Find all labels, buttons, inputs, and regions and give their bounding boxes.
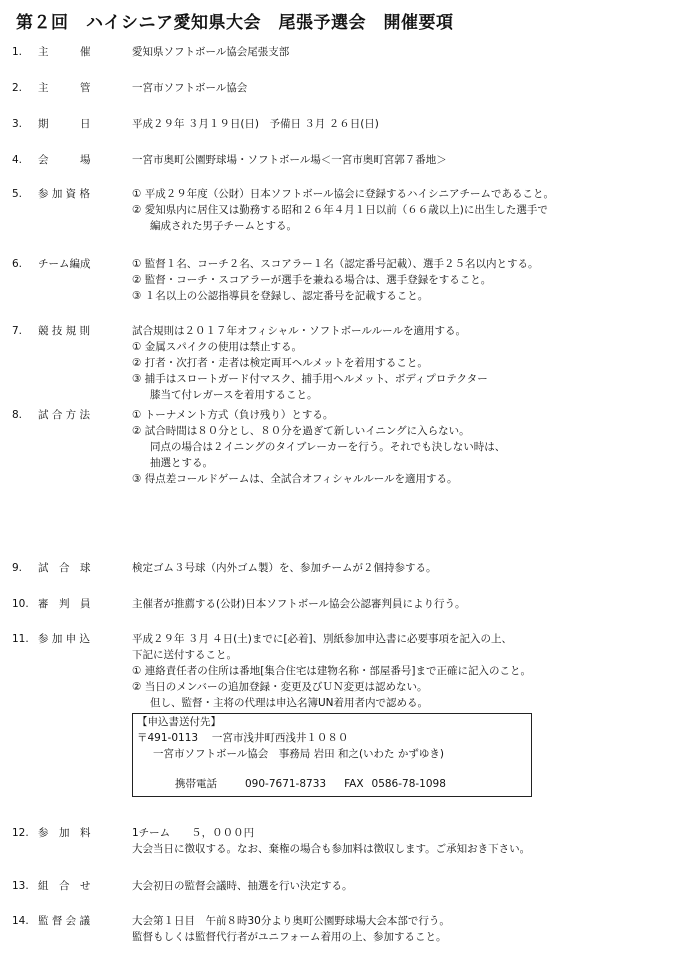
- item-label: 試 合 方 法: [38, 409, 91, 421]
- box-office: 一宮市ソフトボール協会 事務局 岩田 和之(いわた かずゆき): [153, 748, 444, 760]
- content-line: 1チーム ５，０００円: [132, 827, 255, 839]
- item-content: [132, 152, 694, 168]
- item-content: [132, 825, 694, 857]
- content-line: ① 平成２９年度（公財）日本ソフトボール協会に登録するハイシニアチームであること。: [132, 188, 555, 200]
- item-number: 10.: [12, 598, 29, 610]
- item-number: 6.: [12, 258, 23, 270]
- content-line: 抽選とする。: [150, 457, 213, 469]
- fax-number: 0586-78-1098: [371, 778, 446, 790]
- content-line: ② 当日のメンバーの追加登録・変更及びＵＮ変更は認めない。: [132, 681, 428, 693]
- content-line: 大会初日の監督会議時、抽選を行い決定する。: [132, 880, 353, 892]
- item-label: 参 加 資 格: [38, 188, 91, 200]
- item-label: 審 判 員: [38, 598, 91, 610]
- item-label: 会 場: [38, 154, 91, 166]
- content-line: ② 愛知県内に居住又は勤務する昭和２６年４月１日以前（６６歳以上)に出生した選手で: [132, 204, 548, 216]
- content-line: 但し、監督・主将の代理は申込名簿UN着用者内で認める。: [150, 697, 429, 709]
- content-line: 下記に送付すること。: [132, 649, 237, 661]
- box-heading: 【申込書送付先】: [137, 716, 221, 728]
- content-line: 平成２９年 ３月１９日(日) 予備日 ３月 ２６日(日): [132, 118, 379, 130]
- item-number: 4.: [12, 154, 23, 166]
- content-line: ② 打者・次打者・走者は検定両耳ヘルメットを着用すること。: [132, 357, 428, 369]
- content-line: 同点の場合は２イニングのタイブレーカーを行う。それでも決しない時は、: [150, 441, 506, 453]
- content-line: ③ １名以上の公認指導員を登録し、認定番号を記載すること。: [132, 290, 429, 302]
- content-line: 大会第１日目 午前８時30分より奥町公園野球場大会本部で行う。: [132, 915, 450, 927]
- item-content: [132, 913, 694, 945]
- phone-label: 携帯電話: [175, 778, 217, 790]
- item-number: 8.: [12, 409, 23, 421]
- item-number: 2.: [12, 82, 23, 94]
- item-content: [132, 560, 694, 576]
- content-line: ② 監督・コーチ・スコアラーが選手を兼ねる場合は、選手登録をすること。: [132, 274, 492, 286]
- page-title: 第２回 ハイシニア愛知県大会 尾張予選会 開催要項: [16, 13, 454, 33]
- item-label: 試 合 球: [38, 562, 91, 574]
- content-line: ① 連絡責任者の住所は番地[集合住宅は建物名称・部屋番号]まで正確に記入のこと。: [132, 665, 531, 677]
- box-contact: [137, 776, 527, 792]
- item-label: 参 加 申 込: [38, 633, 91, 645]
- item-content: [132, 44, 694, 60]
- item-number: 3.: [12, 118, 23, 130]
- content-line: 一宮市奥町公園野球場・ソフトボール場＜一宮市奥町宮郭７番地＞: [132, 154, 447, 166]
- item-label: 競 技 規 則: [38, 325, 91, 337]
- content-line: 試合規則は２０１７年オフィシャル・ソフトボールルールを適用する。: [132, 325, 466, 337]
- content-line: 大会当日に徴収する。なお、棄権の場合も参加料は徴収します。ご承知おき下さい。: [132, 843, 531, 855]
- content-line: ② 試合時間は８０分とし、８０分を過ぎて新しいイニングに入らない。: [132, 425, 470, 437]
- fax-label: FAX: [344, 778, 364, 790]
- item-content: [132, 407, 694, 487]
- item-content: [132, 256, 694, 304]
- content-line: ① 金属スパイクの使用は禁止する。: [132, 341, 303, 353]
- item-label: 期 日: [38, 118, 91, 130]
- content-line: 検定ゴム３号球（内外ゴム製）を、参加チームが２個持参する。: [132, 562, 437, 574]
- content-line: 編成された男子チームとする。: [150, 220, 297, 232]
- content-line: ① トーナメント方式（負け残り）とする。: [132, 409, 334, 421]
- item-label: 組 合 せ: [38, 880, 91, 892]
- content-line: ③ 得点差コールドゲームは、全試合オフィシャルルールを適用する。: [132, 473, 458, 485]
- content-line: 愛知県ソフトボール協会尾張支部: [132, 46, 290, 58]
- phone-number: 090-7671-8733: [245, 778, 327, 790]
- content-line: 監督もしくは監督代行者がユニフォーム着用の上、参加すること。: [132, 931, 447, 943]
- item-number: 7.: [12, 325, 23, 337]
- item-number: 9.: [12, 562, 23, 574]
- content-line: 主催者が推薦する(公財)日本ソフトボール協会公認審判員により行う。: [132, 598, 466, 610]
- content-line: 一宮市ソフトボール協会: [132, 82, 248, 94]
- item-content: [132, 323, 694, 403]
- item-number: 11.: [12, 633, 29, 645]
- item-number: 12.: [12, 827, 29, 839]
- item-label: 主 管: [38, 82, 91, 94]
- item-content: [132, 116, 694, 132]
- item-content: [132, 878, 694, 894]
- content-line: 膝当て付レガースを着用すること。: [150, 389, 318, 401]
- content-line: ① 監督１名、コーチ２名、スコアラー１名（認定番号記載）、選手２５名以内とする。: [132, 258, 539, 270]
- item-number: 1.: [12, 46, 23, 58]
- item-number: 5.: [12, 188, 23, 200]
- item-number: 13.: [12, 880, 29, 892]
- item-content: [132, 596, 694, 612]
- content-line: 平成２９年 ３月 ４日(土)までに[必着]、別紙参加申込書に必要事項を記入の上、: [132, 633, 513, 645]
- item-content: [132, 186, 694, 234]
- item-label: 主 催: [38, 46, 91, 58]
- item-label: 監 督 会 議: [38, 915, 91, 927]
- submission-address-box: [132, 713, 532, 797]
- item-content: [132, 631, 694, 711]
- item-number: 14.: [12, 915, 29, 927]
- item-label: チーム編成: [38, 258, 91, 270]
- content-line: ③ 捕手はスロートガード付マスク、捕手用ヘルメット、ボディプロテクター: [132, 373, 488, 385]
- item-label: 参 加 料: [38, 827, 91, 839]
- item-content: [132, 80, 694, 96]
- box-address: 〒491-0113 一宮市浅井町西浅井１０８０: [137, 732, 349, 744]
